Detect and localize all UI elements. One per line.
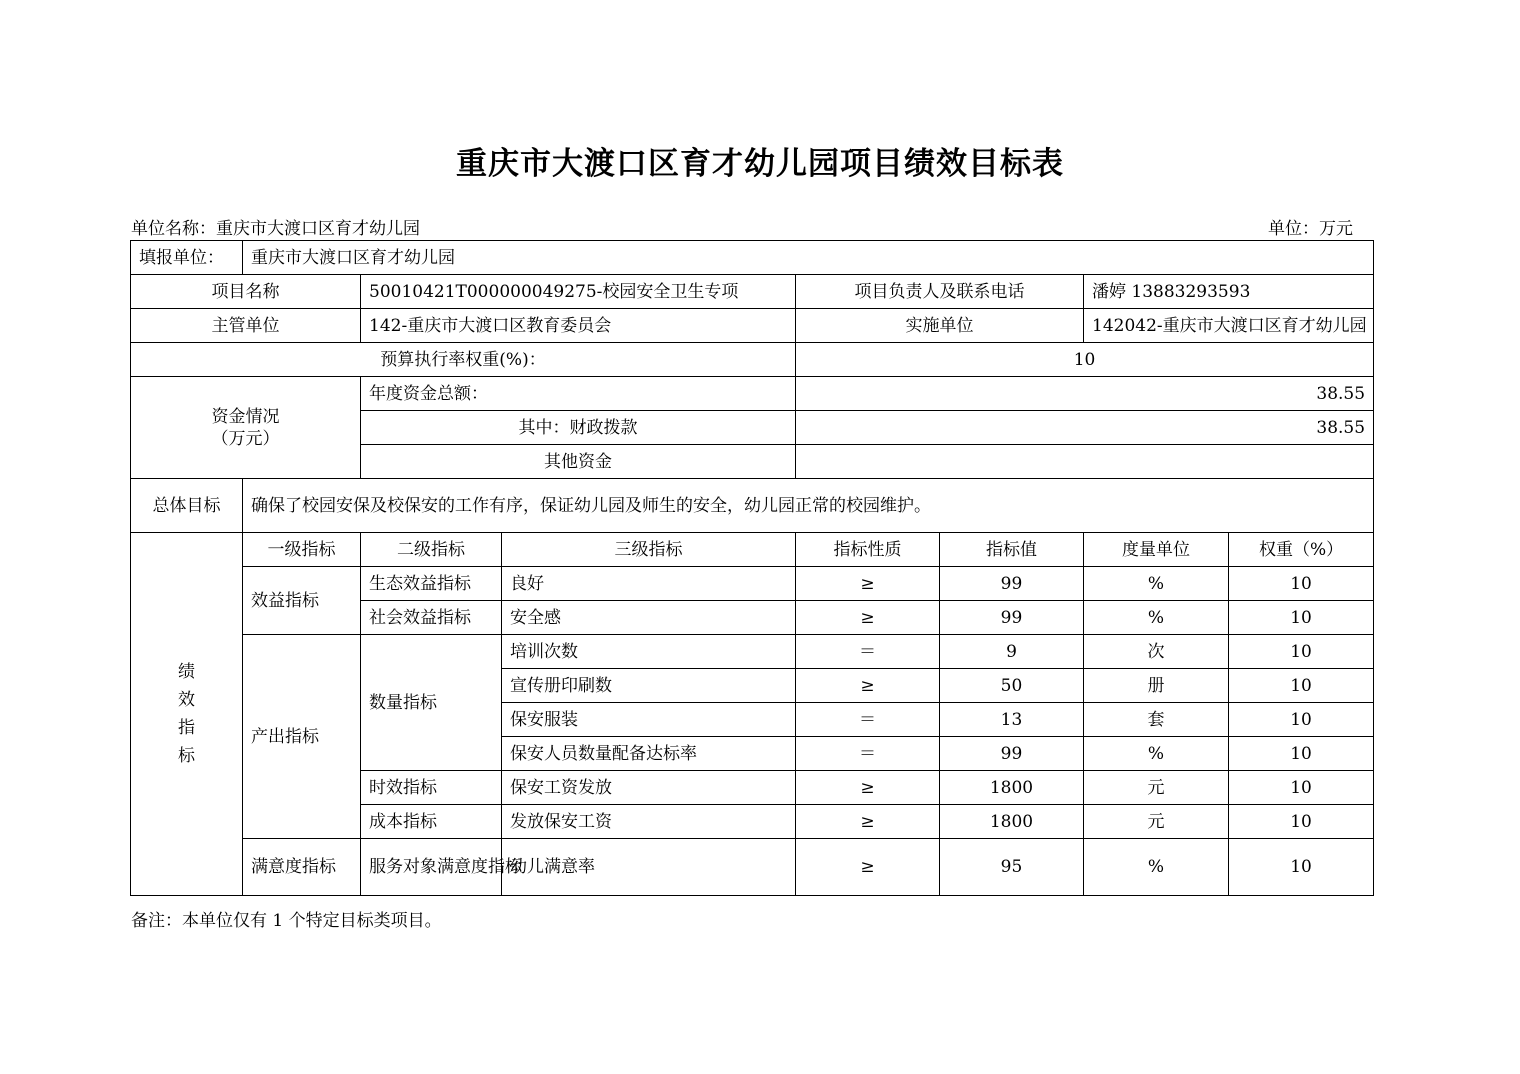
level1-benefit: 效益指标	[243, 567, 361, 635]
indicator-value: 1800	[940, 805, 1084, 839]
level2-eco: 生态效益指标	[361, 567, 502, 601]
header-unit: 度量单位	[1084, 533, 1229, 567]
indicator-weight: 10	[1229, 805, 1374, 839]
budget-weight-label: 预算执行率权重(%)：	[131, 343, 796, 377]
supervisor-label: 主管单位	[131, 309, 361, 343]
level3-name: 良好	[502, 567, 796, 601]
indicator-row	[131, 635, 1374, 669]
funds-other-label: 其他资金	[361, 445, 796, 479]
remark: 备注：本单位仅有 1 个特定目标类项目。	[131, 911, 442, 931]
level1-satisfaction: 满意度指标	[243, 839, 361, 896]
level2-social: 社会效益指标	[361, 601, 502, 635]
indicator-weight: 10	[1229, 567, 1374, 601]
funds-fiscal-value: 38.55	[796, 411, 1374, 445]
performance-table	[130, 240, 1374, 896]
indicator-weight: 10	[1229, 635, 1374, 669]
funds-total-value: 38.55	[796, 377, 1374, 411]
level3-name: 培训次数	[502, 635, 796, 669]
funds-fiscal-label: 其中：财政拨款	[361, 411, 796, 445]
goal-label: 总体目标	[131, 479, 243, 533]
indicator-unit: %	[1084, 737, 1229, 771]
indicator-value: 1800	[940, 771, 1084, 805]
indicator-value: 99	[940, 567, 1084, 601]
indicator-nature: ＝	[796, 635, 940, 669]
header-weight: 权重（%）	[1229, 533, 1374, 567]
indicator-value: 13	[940, 703, 1084, 737]
budget-weight-value: 10	[796, 343, 1374, 377]
indicator-value: 99	[940, 737, 1084, 771]
indicator-weight: 10	[1229, 669, 1374, 703]
level2-service: 服务对象满意度指标	[361, 839, 502, 896]
level3-name: 保安人员数量配备达标率	[502, 737, 796, 771]
header-nature: 指标性质	[796, 533, 940, 567]
indicator-weight: 10	[1229, 839, 1374, 896]
section-char: 标	[178, 746, 195, 766]
level1-output: 产出指标	[243, 635, 361, 839]
contact-value: 潘婷 13883293593	[1084, 275, 1374, 309]
page-title: 重庆市大渡口区育才幼儿园项目绩效目标表	[456, 146, 1064, 182]
fill-unit-value: 重庆市大渡口区育才幼儿园	[243, 241, 1374, 275]
funds-total-row	[131, 377, 1374, 411]
indicator-unit: 套	[1084, 703, 1229, 737]
indicator-value: 95	[940, 839, 1084, 896]
indicator-unit: 次	[1084, 635, 1229, 669]
funds-total-label: 年度资金总额：	[361, 377, 796, 411]
funds-label	[131, 377, 361, 479]
project-name-label: 项目名称	[131, 275, 361, 309]
indicator-unit: 册	[1084, 669, 1229, 703]
header-value: 指标值	[940, 533, 1084, 567]
section-char: 效	[178, 690, 195, 710]
indicator-nature: ≥	[796, 805, 940, 839]
indicator-nature: ＝	[796, 737, 940, 771]
project-name-row	[131, 275, 1374, 309]
indicator-row	[131, 839, 1374, 896]
header-level1: 一级指标	[243, 533, 361, 567]
currency-unit: 单位：万元	[1268, 219, 1353, 239]
indicator-nature: ≥	[796, 771, 940, 805]
indicator-unit: %	[1084, 839, 1229, 896]
indicator-section-label	[131, 533, 243, 896]
indicator-unit: 元	[1084, 771, 1229, 805]
level3-name: 发放保安工资	[502, 805, 796, 839]
indicator-weight: 10	[1229, 771, 1374, 805]
funds-other-value	[796, 445, 1374, 479]
section-char: 绩	[178, 662, 195, 682]
budget-weight-row	[131, 343, 1374, 377]
indicator-nature: ≥	[796, 839, 940, 896]
level3-name: 保安工资发放	[502, 771, 796, 805]
indicator-header-row	[131, 533, 1374, 567]
indicator-nature: ≥	[796, 669, 940, 703]
goal-text: 确保了校园安保及校保安的工作有序，保证幼儿园及师生的安全，幼儿园正常的校园维护。	[243, 479, 1374, 533]
indicator-nature: ≥	[796, 567, 940, 601]
level3-name: 宣传册印刷数	[502, 669, 796, 703]
level2-cost: 成本指标	[361, 805, 502, 839]
indicator-weight: 10	[1229, 737, 1374, 771]
goal-row	[131, 479, 1374, 533]
indicator-weight: 10	[1229, 703, 1374, 737]
indicator-nature: ＝	[796, 703, 940, 737]
indicator-row	[131, 567, 1374, 601]
indicator-value: 99	[940, 601, 1084, 635]
level2-time: 时效指标	[361, 771, 502, 805]
indicator-nature: ≥	[796, 601, 940, 635]
impl-unit-label: 实施单位	[796, 309, 1084, 343]
level3-name: 保安服装	[502, 703, 796, 737]
level2-quantity: 数量指标	[361, 635, 502, 771]
fill-unit-row	[131, 241, 1374, 275]
indicator-value: 9	[940, 635, 1084, 669]
funds-label-text: 资金情况	[211, 406, 280, 427]
fill-unit-label: 填报单位：	[131, 241, 243, 275]
indicator-unit: %	[1084, 567, 1229, 601]
funds-label-unit: （万元）	[211, 428, 280, 449]
level3-name: 安全感	[502, 601, 796, 635]
indicator-value: 50	[940, 669, 1084, 703]
supervisor-value: 142-重庆市大渡口区教育委员会	[361, 309, 796, 343]
indicator-unit: 元	[1084, 805, 1229, 839]
contact-label: 项目负责人及联系电话	[796, 275, 1084, 309]
header-level3: 三级指标	[502, 533, 796, 567]
header-level2: 二级指标	[361, 533, 502, 567]
indicator-unit: %	[1084, 601, 1229, 635]
supervisor-row	[131, 309, 1374, 343]
level3-name: 幼儿满意率	[502, 839, 796, 896]
impl-unit-value: 142042-重庆市大渡口区育才幼儿园	[1084, 309, 1374, 343]
project-name-value: 50010421T000000049275-校园安全卫生专项	[361, 275, 796, 309]
unit-name: 单位名称：重庆市大渡口区育才幼儿园	[131, 219, 420, 239]
section-char: 指	[178, 718, 195, 738]
indicator-weight: 10	[1229, 601, 1374, 635]
